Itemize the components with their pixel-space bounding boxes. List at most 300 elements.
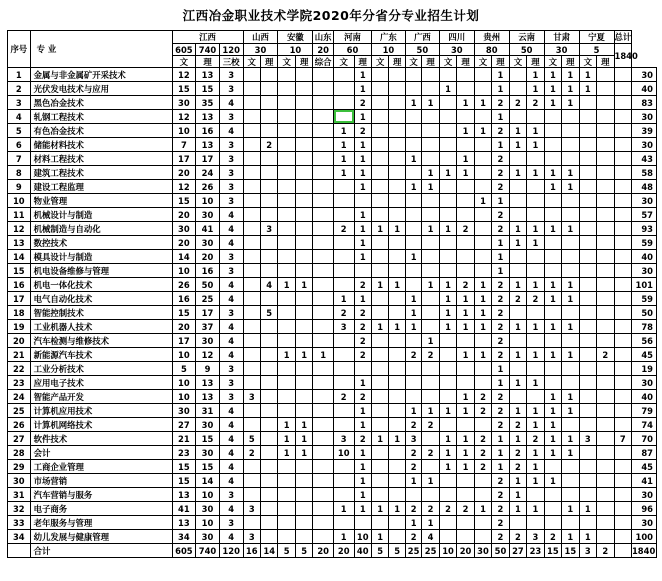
row-cell: 3 xyxy=(579,432,596,446)
row-cell xyxy=(243,320,260,334)
row-cell: 1 xyxy=(562,530,579,544)
row-cell: 2 xyxy=(474,404,491,418)
table-row xyxy=(8,320,657,334)
row-cell: 1 xyxy=(562,292,579,306)
row-cell: 1 xyxy=(527,404,544,418)
row-cell xyxy=(597,96,614,110)
row-cell: 37 xyxy=(196,320,220,334)
row-cell xyxy=(243,516,260,530)
row-cell: 1 xyxy=(492,82,509,96)
row-cell xyxy=(243,180,260,194)
row-cell: 4 xyxy=(219,334,243,348)
header-province: 山东 xyxy=(314,32,332,42)
row-cell: 1 xyxy=(579,502,596,516)
row-cell xyxy=(457,138,474,152)
row-cell: 1 xyxy=(439,446,456,460)
row-cell: 1 xyxy=(474,348,491,362)
row-cell: 4 xyxy=(219,530,243,544)
row-cell: 1 xyxy=(371,320,388,334)
row-cell: 1 xyxy=(354,68,371,82)
row-cell: 10 xyxy=(172,348,196,362)
row-cell xyxy=(371,334,388,348)
row-cell xyxy=(509,516,526,530)
row-cell xyxy=(295,208,312,222)
row-cell xyxy=(597,208,614,222)
row-cell: 2 xyxy=(509,446,526,460)
row-cell xyxy=(389,404,405,418)
row-cell xyxy=(405,390,421,404)
row-cell: 3 xyxy=(219,68,243,82)
row-cell xyxy=(579,236,596,250)
row-cell: 2 xyxy=(354,334,371,348)
row-cell: 3 xyxy=(219,82,243,96)
table-row xyxy=(8,502,657,516)
row-cell xyxy=(422,152,439,166)
row-cell xyxy=(509,334,526,348)
row-cell xyxy=(457,180,474,194)
row-cell: 4 xyxy=(219,502,243,516)
row-cell xyxy=(295,306,312,320)
sum-cell: 14 xyxy=(260,544,277,558)
row-cell xyxy=(405,166,421,180)
row-total: 74 xyxy=(631,418,656,432)
row-cell: 14 xyxy=(172,250,196,264)
row-total: 93 xyxy=(631,222,656,236)
row-cell: 2 xyxy=(333,306,354,320)
table-row xyxy=(8,222,657,236)
header-type: 理 xyxy=(527,56,544,68)
row-cell xyxy=(614,110,631,124)
row-cell xyxy=(422,82,439,96)
row-cell xyxy=(579,418,596,432)
row-cell: 1 xyxy=(492,250,509,264)
row-cell: 17 xyxy=(196,152,220,166)
row-cell xyxy=(243,362,260,376)
row-cell xyxy=(457,418,474,432)
row-total: 30 xyxy=(631,138,656,152)
row-cell: 2 xyxy=(405,502,421,516)
row-cell xyxy=(544,460,561,474)
row-cell: 15 xyxy=(172,474,196,488)
row-cell xyxy=(278,390,295,404)
row-cell: 1 xyxy=(527,502,544,516)
row-cell xyxy=(457,250,474,264)
row-cell xyxy=(243,376,260,390)
row-cell: 2 xyxy=(509,418,526,432)
row-major: 幼儿发展与健康管理 xyxy=(30,530,172,544)
row-cell: 1 xyxy=(562,180,579,194)
table-row xyxy=(8,194,657,208)
row-cell xyxy=(614,530,631,544)
row-cell xyxy=(260,432,277,446)
header-type: 综合 xyxy=(314,56,332,67)
row-number: 19 xyxy=(8,320,31,334)
row-cell: 1 xyxy=(544,320,561,334)
row-cell xyxy=(544,194,561,208)
row-total: 30 xyxy=(631,110,656,124)
row-cell: 10 xyxy=(196,516,220,530)
row-cell: 1 xyxy=(527,460,544,474)
row-cell xyxy=(474,334,491,348)
row-cell xyxy=(371,292,388,306)
row-cell xyxy=(614,138,631,152)
row-cell xyxy=(614,222,631,236)
row-cell xyxy=(243,166,260,180)
row-cell: 1 xyxy=(474,194,491,208)
row-cell xyxy=(260,82,277,96)
header-type: 理 xyxy=(295,56,312,68)
row-cell xyxy=(389,68,405,82)
row-cell: 17 xyxy=(172,152,196,166)
table-row xyxy=(8,152,657,166)
header-province: 广西 xyxy=(405,31,439,44)
row-cell xyxy=(527,180,544,194)
sum-seq xyxy=(8,544,31,558)
row-cell: 1 xyxy=(422,474,439,488)
row-cell: 2 xyxy=(492,292,509,306)
row-cell: 1 xyxy=(439,320,456,334)
row-cell xyxy=(260,110,277,124)
row-cell xyxy=(405,376,421,390)
row-cell: 2 xyxy=(492,418,509,432)
row-cell xyxy=(439,110,456,124)
row-cell xyxy=(371,306,388,320)
row-cell: 15 xyxy=(196,432,220,446)
row-cell xyxy=(439,152,456,166)
row-major: 建筑工程技术 xyxy=(30,166,172,180)
row-cell xyxy=(509,110,526,124)
sum-cell: 25 xyxy=(422,544,439,558)
row-number: 26 xyxy=(8,418,31,432)
header-type: 理 xyxy=(597,56,614,68)
row-cell xyxy=(439,488,456,502)
row-cell xyxy=(457,264,474,278)
row-major: 金属与非金属矿开采技术 xyxy=(30,68,172,82)
row-cell: 1 xyxy=(544,348,561,362)
row-major: 应用电子技术 xyxy=(30,376,172,390)
row-cell xyxy=(260,208,277,222)
row-cell xyxy=(614,264,631,278)
row-cell xyxy=(313,152,334,166)
row-cell: 1 xyxy=(509,474,526,488)
table-row xyxy=(8,250,657,264)
row-cell: 2 xyxy=(405,418,421,432)
row-cell xyxy=(614,250,631,264)
row-cell xyxy=(405,138,421,152)
row-cell: 2 xyxy=(354,96,371,110)
row-major: 计算机应用技术 xyxy=(30,404,172,418)
row-cell: 2 xyxy=(597,348,614,362)
row-cell xyxy=(457,208,474,222)
row-cell xyxy=(295,516,312,530)
row-cell xyxy=(579,180,596,194)
row-cell: 1 xyxy=(354,208,371,222)
row-cell: 1 xyxy=(527,82,544,96)
row-cell xyxy=(371,390,388,404)
row-cell xyxy=(562,516,579,530)
row-cell: 1 xyxy=(439,222,456,236)
row-cell xyxy=(371,96,388,110)
row-cell xyxy=(278,152,295,166)
row-major: 工商企业管理 xyxy=(30,460,172,474)
row-total: 30 xyxy=(631,376,656,390)
row-cell xyxy=(474,250,491,264)
row-cell: 2 xyxy=(405,348,421,362)
header-quota: 10 xyxy=(278,44,313,56)
row-cell xyxy=(243,278,260,292)
row-cell xyxy=(439,516,456,530)
row-cell: 7 xyxy=(614,432,631,446)
row-cell: 1 xyxy=(354,152,371,166)
row-cell: 2 xyxy=(474,432,491,446)
row-cell: 15 xyxy=(172,306,196,320)
row-cell xyxy=(295,82,312,96)
header-province: 宁夏 xyxy=(579,31,614,44)
row-cell xyxy=(333,404,354,418)
row-cell: 1 xyxy=(295,432,312,446)
header-type: 文 xyxy=(439,56,456,68)
row-cell xyxy=(389,334,405,348)
row-cell xyxy=(597,180,614,194)
header-province: 山西 xyxy=(243,31,278,44)
row-cell xyxy=(614,68,631,82)
table-row xyxy=(8,306,657,320)
row-cell xyxy=(243,474,260,488)
row-cell xyxy=(278,502,295,516)
table-row xyxy=(8,124,657,138)
row-cell xyxy=(457,362,474,376)
sum-cell: 20 xyxy=(333,544,354,558)
row-cell xyxy=(313,278,334,292)
row-cell: 13 xyxy=(196,376,220,390)
row-cell xyxy=(295,404,312,418)
header-quota: 120 xyxy=(219,44,243,56)
row-total: 56 xyxy=(631,334,656,348)
row-cell: 1 xyxy=(354,180,371,194)
row-cell xyxy=(278,404,295,418)
row-cell xyxy=(313,138,334,152)
row-cell xyxy=(389,376,405,390)
row-cell xyxy=(371,250,388,264)
row-cell xyxy=(527,362,544,376)
row-cell xyxy=(544,264,561,278)
row-number: 18 xyxy=(8,306,31,320)
row-cell xyxy=(562,194,579,208)
row-cell xyxy=(260,460,277,474)
sum-cell: 40 xyxy=(354,544,371,558)
row-total: 70 xyxy=(631,432,656,446)
row-cell: 1 xyxy=(405,180,421,194)
row-cell xyxy=(544,208,561,222)
row-cell: 10 xyxy=(172,390,196,404)
row-cell: 2 xyxy=(354,390,371,404)
row-cell: 2 xyxy=(492,208,509,222)
row-cell xyxy=(313,236,334,250)
row-cell: 5 xyxy=(243,432,260,446)
row-cell xyxy=(474,208,491,222)
row-cell: 1 xyxy=(354,474,371,488)
row-cell: 1 xyxy=(509,404,526,418)
row-cell xyxy=(389,208,405,222)
row-cell xyxy=(562,306,579,320)
header-province: 贵州 xyxy=(474,31,509,44)
header-quota: 50 xyxy=(405,44,439,56)
row-cell xyxy=(371,446,388,460)
row-cell xyxy=(562,152,579,166)
row-cell xyxy=(354,362,371,376)
header-quota: 80 xyxy=(474,44,509,56)
row-cell xyxy=(333,362,354,376)
row-number: 13 xyxy=(8,236,31,250)
row-total: 30 xyxy=(631,194,656,208)
table-row xyxy=(8,530,657,544)
row-cell: 1 xyxy=(354,292,371,306)
row-cell: 1 xyxy=(562,502,579,516)
row-cell: 4 xyxy=(219,446,243,460)
row-cell: 4 xyxy=(219,208,243,222)
row-cell xyxy=(597,82,614,96)
row-cell: 1 xyxy=(354,166,371,180)
row-cell xyxy=(389,348,405,362)
header-major: 专 业 xyxy=(30,31,172,68)
row-cell xyxy=(295,68,312,82)
row-cell xyxy=(597,124,614,138)
row-cell: 3 xyxy=(219,264,243,278)
row-cell: 1 xyxy=(474,278,491,292)
row-cell: 4 xyxy=(219,474,243,488)
row-cell xyxy=(371,376,388,390)
row-cell xyxy=(313,376,334,390)
row-cell xyxy=(474,166,491,180)
row-cell: 3 xyxy=(243,390,260,404)
row-cell xyxy=(405,278,421,292)
row-cell: 1 xyxy=(295,418,312,432)
row-cell xyxy=(371,362,388,376)
row-major: 工业机器人技术 xyxy=(30,320,172,334)
row-cell: 1 xyxy=(562,82,579,96)
row-cell xyxy=(579,152,596,166)
row-cell: 1 xyxy=(509,166,526,180)
row-cell xyxy=(597,362,614,376)
row-cell: 13 xyxy=(196,390,220,404)
row-cell xyxy=(474,474,491,488)
row-cell: 1 xyxy=(333,152,354,166)
row-total: 19 xyxy=(631,362,656,376)
row-cell: 1 xyxy=(371,432,388,446)
row-cell: 2 xyxy=(492,502,509,516)
row-cell xyxy=(457,376,474,390)
row-cell xyxy=(295,362,312,376)
row-cell xyxy=(260,166,277,180)
row-cell xyxy=(371,166,388,180)
row-cell xyxy=(579,390,596,404)
header-total: 总计 xyxy=(614,32,632,42)
row-cell xyxy=(562,488,579,502)
row-number: 25 xyxy=(8,404,31,418)
row-cell: 30 xyxy=(172,404,196,418)
row-cell: 10 xyxy=(333,446,354,460)
row-cell: 1 xyxy=(313,348,334,362)
row-cell xyxy=(422,390,439,404)
header-type: 文 xyxy=(405,56,421,68)
row-cell xyxy=(422,362,439,376)
row-cell xyxy=(278,96,295,110)
row-cell xyxy=(313,208,334,222)
row-cell xyxy=(371,460,388,474)
row-cell: 4 xyxy=(219,348,243,362)
row-cell: 1 xyxy=(527,68,544,82)
row-cell xyxy=(278,320,295,334)
row-cell xyxy=(333,264,354,278)
table-row xyxy=(8,334,657,348)
row-cell xyxy=(457,68,474,82)
row-cell xyxy=(614,96,631,110)
row-cell: 1 xyxy=(562,348,579,362)
sum-total: 1840 xyxy=(631,545,656,556)
row-cell xyxy=(389,418,405,432)
sum-cell: 3 xyxy=(579,544,596,558)
row-cell xyxy=(597,110,614,124)
row-cell xyxy=(614,306,631,320)
row-cell xyxy=(313,446,334,460)
header-province: 甘肃 xyxy=(544,31,579,44)
row-cell xyxy=(313,530,334,544)
row-cell xyxy=(544,516,561,530)
row-cell xyxy=(260,124,277,138)
row-major: 模具设计与制造 xyxy=(30,250,172,264)
row-major: 轧钢工程技术 xyxy=(30,110,172,124)
row-cell xyxy=(614,502,631,516)
row-cell: 2 xyxy=(492,488,509,502)
row-cell xyxy=(579,474,596,488)
row-cell xyxy=(527,152,544,166)
row-cell xyxy=(295,236,312,250)
row-cell: 1 xyxy=(295,446,312,460)
row-cell xyxy=(509,390,526,404)
row-cell xyxy=(457,194,474,208)
row-cell: 1 xyxy=(562,278,579,292)
row-cell: 1 xyxy=(354,236,371,250)
row-cell: 1 xyxy=(371,222,388,236)
row-cell: 2 xyxy=(422,348,439,362)
row-major: 市场营销 xyxy=(30,474,172,488)
row-cell xyxy=(260,320,277,334)
row-cell: 1 xyxy=(579,68,596,82)
row-number: 8 xyxy=(8,166,31,180)
row-cell xyxy=(333,96,354,110)
row-cell xyxy=(295,124,312,138)
row-major: 老年服务与管理 xyxy=(30,516,172,530)
row-cell xyxy=(260,530,277,544)
row-cell: 1 xyxy=(457,306,474,320)
row-cell xyxy=(562,460,579,474)
row-cell: 1 xyxy=(422,180,439,194)
sum-cell: 2 xyxy=(597,544,614,558)
row-cell: 20 xyxy=(196,250,220,264)
row-cell: 1 xyxy=(457,404,474,418)
header-row-provinces xyxy=(8,31,657,44)
row-cell: 25 xyxy=(196,292,220,306)
row-cell xyxy=(278,194,295,208)
row-cell xyxy=(333,82,354,96)
row-cell: 1 xyxy=(422,96,439,110)
row-cell: 1 xyxy=(474,320,491,334)
row-cell xyxy=(422,306,439,320)
row-cell: 1 xyxy=(405,152,421,166)
row-total: 101 xyxy=(631,278,656,292)
header-type: 理 xyxy=(196,56,220,68)
sum-cell: 15 xyxy=(544,544,561,558)
